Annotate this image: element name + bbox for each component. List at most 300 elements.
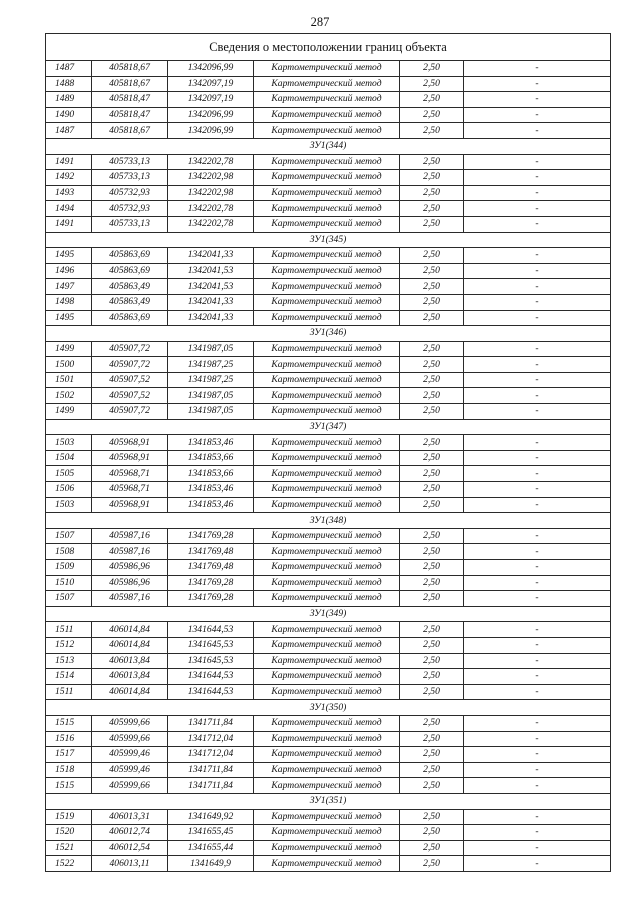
y-coordinate-cell: 1341712,04 <box>168 731 254 747</box>
x-coordinate-cell: 405986,96 <box>92 575 168 591</box>
table-row <box>46 216 611 232</box>
precision-cell: 2,50 <box>400 154 464 170</box>
point-number-cell: 1493 <box>46 185 92 201</box>
table-row <box>46 669 611 685</box>
table-row <box>46 61 611 77</box>
y-coordinate-cell: 1341712,04 <box>168 747 254 763</box>
method-cell: Картометрический метод <box>254 715 400 731</box>
description-cell: - <box>464 107 611 123</box>
description-cell: - <box>464 560 611 576</box>
method-cell: Картометрический метод <box>254 388 400 404</box>
description-cell: - <box>464 528 611 544</box>
method-cell: Картометрический метод <box>254 762 400 778</box>
method-cell: Картометрический метод <box>254 560 400 576</box>
table-row <box>46 715 611 731</box>
y-coordinate-cell: 1342096,99 <box>168 123 254 139</box>
description-cell: - <box>464 357 611 373</box>
method-cell: Картометрический метод <box>254 279 400 295</box>
point-number-cell: 1507 <box>46 528 92 544</box>
x-coordinate-cell: 405907,52 <box>92 372 168 388</box>
table-row <box>46 622 611 638</box>
table-row <box>46 497 611 513</box>
y-coordinate-cell: 1341987,05 <box>168 341 254 357</box>
table-row <box>46 435 611 451</box>
description-cell: - <box>464 669 611 685</box>
point-number-cell: 1503 <box>46 435 92 451</box>
point-number-cell: 1506 <box>46 482 92 498</box>
method-cell: Картометрический метод <box>254 76 400 92</box>
precision-cell: 2,50 <box>400 544 464 560</box>
y-coordinate-cell: 1341711,84 <box>168 778 254 794</box>
table-row <box>46 544 611 560</box>
precision-cell: 2,50 <box>400 450 464 466</box>
x-coordinate-cell: 405732,93 <box>92 201 168 217</box>
y-coordinate-cell: 1341769,48 <box>168 544 254 560</box>
description-cell: - <box>464 684 611 700</box>
point-number-cell: 1504 <box>46 450 92 466</box>
method-cell: Картометрический метод <box>254 684 400 700</box>
precision-cell: 2,50 <box>400 372 464 388</box>
description-cell: - <box>464 591 611 607</box>
table-row <box>46 294 611 310</box>
description-cell: - <box>464 497 611 513</box>
point-number-cell: 1517 <box>46 747 92 763</box>
precision-cell: 2,50 <box>400 170 464 186</box>
x-coordinate-cell: 405818,67 <box>92 61 168 77</box>
boundary-coordinates-table <box>45 33 611 872</box>
point-number-cell: 1498 <box>46 294 92 310</box>
precision-cell: 2,50 <box>400 622 464 638</box>
point-number-cell: 1491 <box>46 154 92 170</box>
section-header-row <box>46 138 611 154</box>
section-header-row <box>46 232 611 248</box>
y-coordinate-cell: 1341655,44 <box>168 840 254 856</box>
precision-cell: 2,50 <box>400 466 464 482</box>
x-coordinate-cell: 405733,13 <box>92 216 168 232</box>
x-coordinate-cell: 405863,69 <box>92 310 168 326</box>
table-row <box>46 560 611 576</box>
y-coordinate-cell: 1341987,05 <box>168 388 254 404</box>
x-coordinate-cell: 406013,11 <box>92 856 168 872</box>
table-row <box>46 107 611 123</box>
description-cell: - <box>464 263 611 279</box>
point-number-cell: 1494 <box>46 201 92 217</box>
y-coordinate-cell: 1341711,84 <box>168 762 254 778</box>
description-cell: - <box>464 294 611 310</box>
table-title: Сведения о местоположении границ объекта <box>46 34 611 61</box>
method-cell: Картометрический метод <box>254 248 400 264</box>
precision-cell: 2,50 <box>400 497 464 513</box>
method-cell: Картометрический метод <box>254 466 400 482</box>
precision-cell: 2,50 <box>400 747 464 763</box>
y-coordinate-cell: 1341644,53 <box>168 622 254 638</box>
method-cell: Картометрический метод <box>254 310 400 326</box>
description-cell: - <box>464 216 611 232</box>
y-coordinate-cell: 1341987,25 <box>168 357 254 373</box>
x-coordinate-cell: 405987,16 <box>92 544 168 560</box>
point-number-cell: 1507 <box>46 591 92 607</box>
point-number-cell: 1489 <box>46 92 92 108</box>
method-cell: Картометрический метод <box>254 731 400 747</box>
precision-cell: 2,50 <box>400 856 464 872</box>
section-label: ЗУ1(349) <box>46 606 611 622</box>
table-row <box>46 591 611 607</box>
point-number-cell: 1520 <box>46 825 92 841</box>
table-row <box>46 840 611 856</box>
table-row <box>46 825 611 841</box>
table-row <box>46 575 611 591</box>
method-cell: Картометрический метод <box>254 622 400 638</box>
y-coordinate-cell: 1342202,78 <box>168 201 254 217</box>
precision-cell: 2,50 <box>400 92 464 108</box>
method-cell: Картометрический метод <box>254 341 400 357</box>
precision-cell: 2,50 <box>400 107 464 123</box>
precision-cell: 2,50 <box>400 731 464 747</box>
point-number-cell: 1495 <box>46 248 92 264</box>
point-number-cell: 1511 <box>46 684 92 700</box>
y-coordinate-cell: 1342041,33 <box>168 294 254 310</box>
method-cell: Картометрический метод <box>254 669 400 685</box>
y-coordinate-cell: 1342096,99 <box>168 107 254 123</box>
point-number-cell: 1488 <box>46 76 92 92</box>
precision-cell: 2,50 <box>400 294 464 310</box>
description-cell: - <box>464 310 611 326</box>
point-number-cell: 1490 <box>46 107 92 123</box>
precision-cell: 2,50 <box>400 825 464 841</box>
table-row <box>46 92 611 108</box>
point-number-cell: 1500 <box>46 357 92 373</box>
description-cell: - <box>464 341 611 357</box>
y-coordinate-cell: 1341645,53 <box>168 653 254 669</box>
x-coordinate-cell: 405999,66 <box>92 778 168 794</box>
x-coordinate-cell: 406013,84 <box>92 653 168 669</box>
description-cell: - <box>464 809 611 825</box>
point-number-cell: 1501 <box>46 372 92 388</box>
table-row <box>46 404 611 420</box>
x-coordinate-cell: 405907,72 <box>92 341 168 357</box>
section-label: ЗУ1(351) <box>46 793 611 809</box>
table-row <box>46 653 611 669</box>
y-coordinate-cell: 1341645,53 <box>168 637 254 653</box>
method-cell: Картометрический метод <box>254 840 400 856</box>
section-label: ЗУ1(345) <box>46 232 611 248</box>
x-coordinate-cell: 405999,46 <box>92 747 168 763</box>
point-number-cell: 1521 <box>46 840 92 856</box>
precision-cell: 2,50 <box>400 684 464 700</box>
table-title-row <box>46 34 611 61</box>
description-cell: - <box>464 170 611 186</box>
point-number-cell: 1518 <box>46 762 92 778</box>
point-number-cell: 1492 <box>46 170 92 186</box>
x-coordinate-cell: 405999,46 <box>92 762 168 778</box>
method-cell: Картометрический метод <box>254 778 400 794</box>
x-coordinate-cell: 405733,13 <box>92 170 168 186</box>
section-header-row <box>46 606 611 622</box>
precision-cell: 2,50 <box>400 653 464 669</box>
method-cell: Картометрический метод <box>254 637 400 653</box>
y-coordinate-cell: 1341655,45 <box>168 825 254 841</box>
point-number-cell: 1503 <box>46 497 92 513</box>
table-row <box>46 762 611 778</box>
method-cell: Картометрический метод <box>254 528 400 544</box>
method-cell: Картометрический метод <box>254 185 400 201</box>
table-row <box>46 170 611 186</box>
precision-cell: 2,50 <box>400 778 464 794</box>
point-number-cell: 1505 <box>46 466 92 482</box>
table-row <box>46 482 611 498</box>
precision-cell: 2,50 <box>400 357 464 373</box>
precision-cell: 2,50 <box>400 263 464 279</box>
point-number-cell: 1515 <box>46 778 92 794</box>
point-number-cell: 1495 <box>46 310 92 326</box>
method-cell: Картометрический метод <box>254 435 400 451</box>
y-coordinate-cell: 1342097,19 <box>168 92 254 108</box>
x-coordinate-cell: 406014,84 <box>92 637 168 653</box>
x-coordinate-cell: 405907,52 <box>92 388 168 404</box>
method-cell: Картометрический метод <box>254 170 400 186</box>
section-header-row <box>46 700 611 716</box>
point-number-cell: 1515 <box>46 715 92 731</box>
x-coordinate-cell: 406013,31 <box>92 809 168 825</box>
x-coordinate-cell: 405968,91 <box>92 435 168 451</box>
precision-cell: 2,50 <box>400 388 464 404</box>
section-label: ЗУ1(348) <box>46 513 611 529</box>
method-cell: Картометрический метод <box>254 216 400 232</box>
table-row <box>46 809 611 825</box>
precision-cell: 2,50 <box>400 560 464 576</box>
table-row <box>46 466 611 482</box>
x-coordinate-cell: 405818,67 <box>92 76 168 92</box>
y-coordinate-cell: 1342096,99 <box>168 61 254 77</box>
description-cell: - <box>464 388 611 404</box>
x-coordinate-cell: 405733,13 <box>92 154 168 170</box>
precision-cell: 2,50 <box>400 201 464 217</box>
x-coordinate-cell: 405999,66 <box>92 731 168 747</box>
table-row <box>46 263 611 279</box>
precision-cell: 2,50 <box>400 762 464 778</box>
y-coordinate-cell: 1341853,46 <box>168 435 254 451</box>
y-coordinate-cell: 1342041,53 <box>168 263 254 279</box>
method-cell: Картометрический метод <box>254 201 400 217</box>
y-coordinate-cell: 1342041,33 <box>168 310 254 326</box>
section-header-row <box>46 326 611 342</box>
description-cell: - <box>464 731 611 747</box>
x-coordinate-cell: 405818,47 <box>92 92 168 108</box>
table-row <box>46 201 611 217</box>
description-cell: - <box>464 248 611 264</box>
method-cell: Картометрический метод <box>254 263 400 279</box>
point-number-cell: 1499 <box>46 341 92 357</box>
x-coordinate-cell: 405863,69 <box>92 248 168 264</box>
y-coordinate-cell: 1341644,53 <box>168 669 254 685</box>
description-cell: - <box>464 575 611 591</box>
x-coordinate-cell: 406014,84 <box>92 622 168 638</box>
point-number-cell: 1502 <box>46 388 92 404</box>
y-coordinate-cell: 1342041,53 <box>168 279 254 295</box>
table-row <box>46 357 611 373</box>
table-row <box>46 372 611 388</box>
table-row <box>46 528 611 544</box>
precision-cell: 2,50 <box>400 279 464 295</box>
y-coordinate-cell: 1342202,78 <box>168 216 254 232</box>
x-coordinate-cell: 405863,69 <box>92 263 168 279</box>
table-row <box>46 856 611 872</box>
table-row <box>46 341 611 357</box>
x-coordinate-cell: 405907,72 <box>92 357 168 373</box>
y-coordinate-cell: 1341987,05 <box>168 404 254 420</box>
point-number-cell: 1519 <box>46 809 92 825</box>
precision-cell: 2,50 <box>400 310 464 326</box>
precision-cell: 2,50 <box>400 185 464 201</box>
x-coordinate-cell: 406012,74 <box>92 825 168 841</box>
description-cell: - <box>464 482 611 498</box>
x-coordinate-cell: 405907,72 <box>92 404 168 420</box>
method-cell: Картометрический метод <box>254 809 400 825</box>
section-header-row <box>46 513 611 529</box>
precision-cell: 2,50 <box>400 482 464 498</box>
method-cell: Картометрический метод <box>254 92 400 108</box>
precision-cell: 2,50 <box>400 435 464 451</box>
description-cell: - <box>464 92 611 108</box>
description-cell: - <box>464 372 611 388</box>
x-coordinate-cell: 405968,91 <box>92 450 168 466</box>
method-cell: Картометрический метод <box>254 856 400 872</box>
method-cell: Картометрический метод <box>254 575 400 591</box>
method-cell: Картометрический метод <box>254 544 400 560</box>
y-coordinate-cell: 1341769,28 <box>168 591 254 607</box>
x-coordinate-cell: 405999,66 <box>92 715 168 731</box>
description-cell: - <box>464 622 611 638</box>
table-row <box>46 388 611 404</box>
x-coordinate-cell: 405987,16 <box>92 528 168 544</box>
point-number-cell: 1509 <box>46 560 92 576</box>
precision-cell: 2,50 <box>400 809 464 825</box>
table-row <box>46 778 611 794</box>
description-cell: - <box>464 76 611 92</box>
y-coordinate-cell: 1342041,33 <box>168 248 254 264</box>
point-number-cell: 1496 <box>46 263 92 279</box>
y-coordinate-cell: 1342202,78 <box>168 154 254 170</box>
precision-cell: 2,50 <box>400 528 464 544</box>
section-label: ЗУ1(350) <box>46 700 611 716</box>
precision-cell: 2,50 <box>400 76 464 92</box>
point-number-cell: 1516 <box>46 731 92 747</box>
table-row <box>46 123 611 139</box>
x-coordinate-cell: 405863,49 <box>92 294 168 310</box>
description-cell: - <box>464 840 611 856</box>
precision-cell: 2,50 <box>400 575 464 591</box>
y-coordinate-cell: 1341644,53 <box>168 684 254 700</box>
x-coordinate-cell: 405732,93 <box>92 185 168 201</box>
y-coordinate-cell: 1342202,98 <box>168 185 254 201</box>
table-row <box>46 731 611 747</box>
precision-cell: 2,50 <box>400 715 464 731</box>
precision-cell: 2,50 <box>400 637 464 653</box>
y-coordinate-cell: 1342097,19 <box>168 76 254 92</box>
x-coordinate-cell: 405818,67 <box>92 123 168 139</box>
section-label: ЗУ1(346) <box>46 326 611 342</box>
section-label: ЗУ1(347) <box>46 419 611 435</box>
description-cell: - <box>464 123 611 139</box>
point-number-cell: 1497 <box>46 279 92 295</box>
description-cell: - <box>464 747 611 763</box>
y-coordinate-cell: 1341987,25 <box>168 372 254 388</box>
precision-cell: 2,50 <box>400 216 464 232</box>
table-row <box>46 637 611 653</box>
method-cell: Картометрический метод <box>254 357 400 373</box>
x-coordinate-cell: 405968,71 <box>92 482 168 498</box>
description-cell: - <box>464 762 611 778</box>
table-body <box>46 34 611 872</box>
y-coordinate-cell: 1341769,28 <box>168 528 254 544</box>
x-coordinate-cell: 405968,71 <box>92 466 168 482</box>
description-cell: - <box>464 201 611 217</box>
y-coordinate-cell: 1341853,46 <box>168 497 254 513</box>
method-cell: Картометрический метод <box>254 372 400 388</box>
description-cell: - <box>464 279 611 295</box>
description-cell: - <box>464 653 611 669</box>
point-number-cell: 1512 <box>46 637 92 653</box>
description-cell: - <box>464 404 611 420</box>
method-cell: Картометрический метод <box>254 591 400 607</box>
table-row <box>46 684 611 700</box>
method-cell: Картометрический метод <box>254 61 400 77</box>
table-row <box>46 154 611 170</box>
table-row <box>46 310 611 326</box>
method-cell: Картометрический метод <box>254 154 400 170</box>
point-number-cell: 1487 <box>46 61 92 77</box>
x-coordinate-cell: 405968,91 <box>92 497 168 513</box>
description-cell: - <box>464 466 611 482</box>
y-coordinate-cell: 1342202,98 <box>168 170 254 186</box>
description-cell: - <box>464 154 611 170</box>
x-coordinate-cell: 405986,96 <box>92 560 168 576</box>
description-cell: - <box>464 450 611 466</box>
precision-cell: 2,50 <box>400 123 464 139</box>
description-cell: - <box>464 856 611 872</box>
x-coordinate-cell: 406012,54 <box>92 840 168 856</box>
method-cell: Картометрический метод <box>254 123 400 139</box>
section-header-row <box>46 793 611 809</box>
y-coordinate-cell: 1341769,48 <box>168 560 254 576</box>
method-cell: Картометрический метод <box>254 653 400 669</box>
table-row <box>46 248 611 264</box>
description-cell: - <box>464 715 611 731</box>
point-number-cell: 1513 <box>46 653 92 669</box>
method-cell: Картометрический метод <box>254 825 400 841</box>
y-coordinate-cell: 1341711,84 <box>168 715 254 731</box>
precision-cell: 2,50 <box>400 404 464 420</box>
page-number: 287 <box>310 15 330 29</box>
precision-cell: 2,50 <box>400 840 464 856</box>
precision-cell: 2,50 <box>400 248 464 264</box>
table-row <box>46 279 611 295</box>
section-label: ЗУ1(344) <box>46 138 611 154</box>
method-cell: Картометрический метод <box>254 482 400 498</box>
x-coordinate-cell: 406013,84 <box>92 669 168 685</box>
x-coordinate-cell: 406014,84 <box>92 684 168 700</box>
point-number-cell: 1514 <box>46 669 92 685</box>
point-number-cell: 1508 <box>46 544 92 560</box>
point-number-cell: 1499 <box>46 404 92 420</box>
section-header-row <box>46 419 611 435</box>
table-row <box>46 76 611 92</box>
method-cell: Картометрический метод <box>254 450 400 466</box>
x-coordinate-cell: 405863,49 <box>92 279 168 295</box>
method-cell: Картометрический метод <box>254 107 400 123</box>
precision-cell: 2,50 <box>400 591 464 607</box>
table-row <box>46 185 611 201</box>
